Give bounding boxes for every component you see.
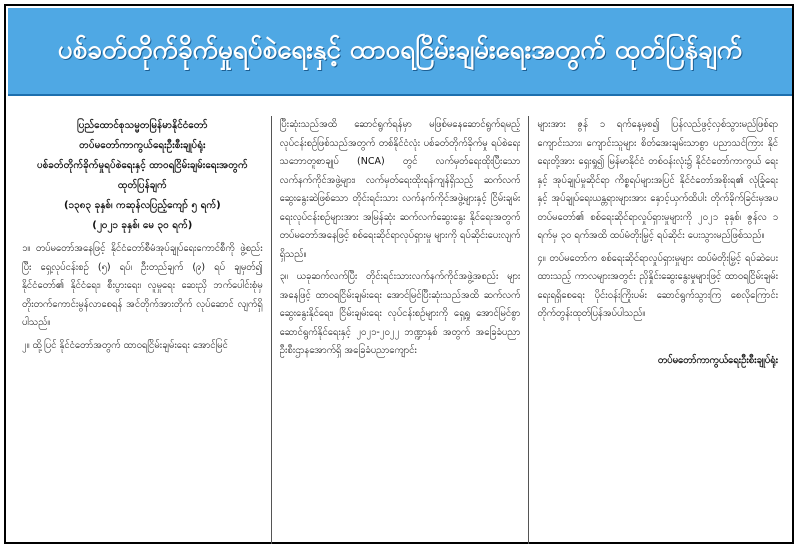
header-office: တပ်မတော်ကာကွယ်ရေးဦးစီးချုပ်ရုံး [79, 140, 206, 151]
paragraph-1: ၁။ တပ်မတော်အနေဖြင့် နိုင်ငံတော်စီမံအုပ်ချုပ်ရေးကောင်စီကို ဖွဲ့စည်းပြီး ရှေ့လုပ်ငန်းစဉ် (၅) ရပ်၊ ဦးတည်ချက် (၉) ရပ် ချမှတ်၍ နိုင်ငံတော်၏ နိုင်ငံရေး၊ စီးပွားရေး၊ လူမှုရေး ဆေးညှိ ဘက်ပေါင်းစုံမှ တိုးတက်ကောင်းမွန်လာစေရန် အင်တိုက်အားတိုက် လုပ်ဆောင် လျက်ရှိပါသည်။ [22, 243, 263, 328]
paragraph-2-start: ၂။ ထို့ပြင် နိုင်ငံတော်အတွက် ထာဝရငြိမ်းချမ်းရေး အောင်မြင် [22, 339, 228, 351]
header-country: ပြည်ထောင်စုသမ္မတမြန်မာနိုင်ငံတော် [77, 120, 208, 131]
paragraph-3: ၃။ ယခုဆက်လက်ပြီး တိုင်းရင်းသားလက်နက်ကိုင်အဖွဲ့အစည်း များအနေဖြင့် ထာဝရငြိမ်းချမ်းရေး အောင်မြင်ပြီးဆုံးသည်အထိ ဆက်လက်ဆွေးနွေးနိုင်ရေး၊ ငြိမ်းချမ်းရေး လုပ်ငန်းစဉ်များကို ရှေ့ရှု အောင်မြင်စွာ ဆောင်ရွက်နိုင်ရေးနှင့် ၂၀၂၁-၂၀၂၂ ဘဏ္ဍာနှစ် အတွက် အခြေခံပညာဦးစီးဌာနအောက်ရှိ အခြေခံပညာကျောင်း [279, 271, 521, 356]
statement-header [22, 116, 263, 236]
header-date-myanmar: (၁၃၈၃ ခုနှစ်၊ ကဆုန်လပြည့်ကျော် ၅ ရက်) [63, 200, 221, 211]
header-statement: ထုတ်ပြန်ချက် [117, 180, 167, 191]
signature-office: တပ်မတော်ကာကွယ်ရေးဦးစီးချုပ်ရုံး [657, 354, 779, 366]
paragraph-3-cont: များအား ဇွန် ၁ ရက်နေ့မှစ၍ ပြန်လည်ဖွင့်လှစ်သွားမည်ဖြစ်ရာ ကျောင်းသား၊ ကျောင်းသူများ စိတ်အေးချမ်းသာစွာ ပညာသင်ကြား နိုင်ရေးတို့အား ရှေးရှု၍ မြန်မာနိုင်ငံ တစ်ဝန်းလုံး၌ နိုင်ငံတော်ကာကွယ် ရေးနှင့် အုပ်ချုပ်မှုဆိုင်ရာ ကိစ္စရပ်များအပြင် နိုင်ငံတော်အစိုးရ၏ လုံခြုံရေးနှင့် အုပ်ချုပ်ရေးယန္တရားများအား နှောင့်ယှက်ထိပါး တိုက်ခိုက်ခြင်းမှအပ တပ်မတော်၏ စစ်ရေးဆိုင်ရာလှုပ်ရှားမှုများကို ၂၀၂၁ ခုနှစ်၊ ဇွန်လ ၁ ရက်မှ ၃၀ ရက်အထိ ထပ်မံတိုးမြှင့် ရပ်ဆိုင်း ပေးသွားမည်ဖြစ်သည်။ [537, 119, 779, 241]
paragraph-4: ၄။ တပ်မတော်က စစ်ရေးဆိုင်ရာလှုပ်ရှားမှုများ ထပ်မံတိုးမြှင့် ရပ်ဆဲပေးထားသည့် ကာလများအတွင်း ညှိနှိုင်းဆွေးနွေးမှုများဖြင့် ထာဝရငြိမ်းချမ်းရေးရရှိစေရေး ပိုင်းဝန်းကြိုးပမ်း ဆောင်ရွက်သွားကြ စေလိုကြောင်း တိုက်တွန်းထုတ်ပြန်အပ်ပါသည်။ [537, 252, 779, 319]
column-left [14, 116, 271, 544]
title-banner [8, 8, 792, 96]
header-subject: ပစ်ခတ်တိုက်ခိုက်မှုရပ်စဲရေးနှင့် ထာဝရငြိမ်းချမ်းရေးအတွက် [36, 160, 248, 171]
column-middle [271, 116, 530, 544]
column-right [529, 116, 786, 544]
article-columns [14, 116, 786, 544]
header-date-gregorian: (၂၀၂၁ ခုနှစ်၊ မေ ၃၀ ရက်) [92, 220, 193, 231]
paragraph-2-cont: ပြီးဆုံးသည်အထိ ဆောင်ရွက်ရန်မှာ မဖြစ်မနေဆောင်ရွက်ရမည့် လုပ်ငန်းစဉ်ဖြစ်သည်အတွက် တစ်နိုင်ငံလုံး ပစ်ခတ်တိုက်ခိုက်မှု ရပ်စဲရေးသဘောတူစာချုပ် (NCA) တွင် လက်မှတ်ရေးထိုးပြီးသော လက်နက်ကိုင်အဖွဲ့များ၊ လက်မှတ်ရေးထိုးရန်ကျန်ရှိသည့် ဆက်လက် ဆွေးနွေးဆဲဖြစ်သော တိုင်းရင်းသား လက်နက်ကိုင်အဖွဲ့များနှင့် ငြိမ်းချမ်းရေးလုပ်ငန်းစဉ်များအား အမြန်ဆုံး ဆက်လက်ဆွေးနွေး နိုင်ရေးအတွက် တပ်မတော်အနေဖြင့် စစ်ရေးဆိုင်ရာလုပ်ရှားမှု များကို ရပ်ဆိုင်းပေးလျက်ရှိသည်။ [279, 119, 521, 260]
announcement-title: ပစ်ခတ်တိုက်ခိုက်မှုရပ်စဲရေးနှင့် ထာဝရငြိမ်းချမ်းရေးအတွက် ထုတ်ပြန်ချက် [57, 35, 743, 66]
